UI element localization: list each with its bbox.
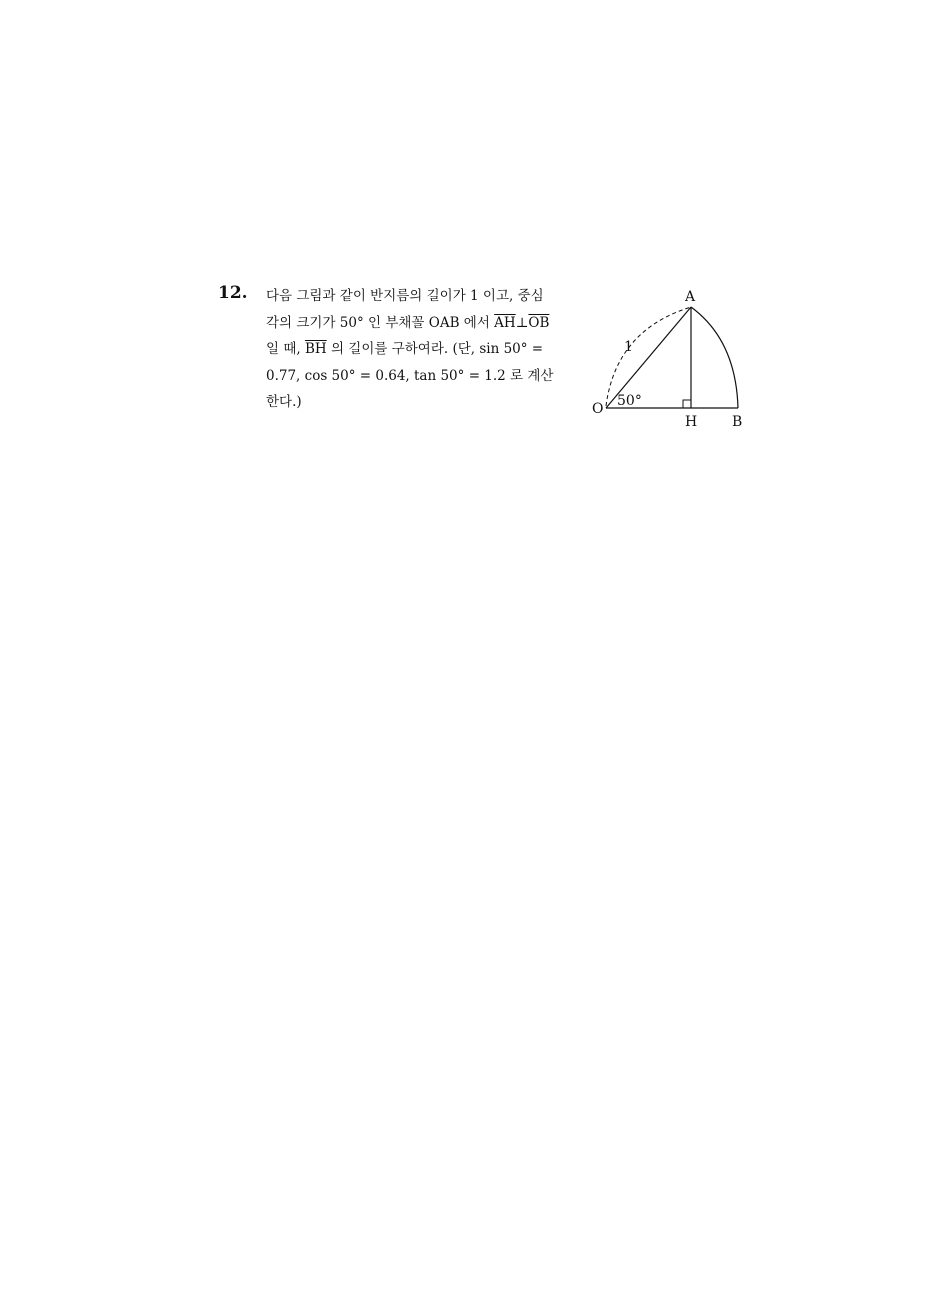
sector-diagram [586,285,756,435]
problem-line-1: 다음 그림과 같이 반지름의 길이가 1 이고, 중심 [266,288,544,304]
segment-bh: $\overline{BH}$ [304,341,327,357]
problem-text [266,283,574,416]
label-h: H [685,414,698,430]
sector-figure [586,285,756,435]
label-a: A [685,289,696,305]
label-o: O [592,401,604,417]
line-2-text: 각의 크기가 50° 인 부채꼴 OAB 에서 [266,314,495,331]
line-3-text: 일 때, [266,341,305,357]
segment-ah: $\overline{AH}$ [494,314,516,331]
problem-line-3 [266,336,574,363]
problem-line-2 [266,310,574,337]
problem-line-4: 0.77, cos 50° = 0.64, tan 50° = 1.2 로 계산 [266,367,554,384]
arc-a-b [691,307,738,408]
angle-label: 50° [617,393,642,409]
right-angle-mark [683,400,691,408]
segment-ob: $\overline{OB}$ [528,314,550,331]
line-3-rest: 의 길이를 구하여라. (단, sin 50° = [326,341,544,357]
label-b: B [732,414,743,430]
perpendicular-symbol: ⊥ [515,314,529,331]
problem-number: 12. [218,283,248,303]
radius-label: 1 [624,339,633,355]
problem-line-5: 한다.) [266,394,302,410]
problem-12 [218,283,758,433]
